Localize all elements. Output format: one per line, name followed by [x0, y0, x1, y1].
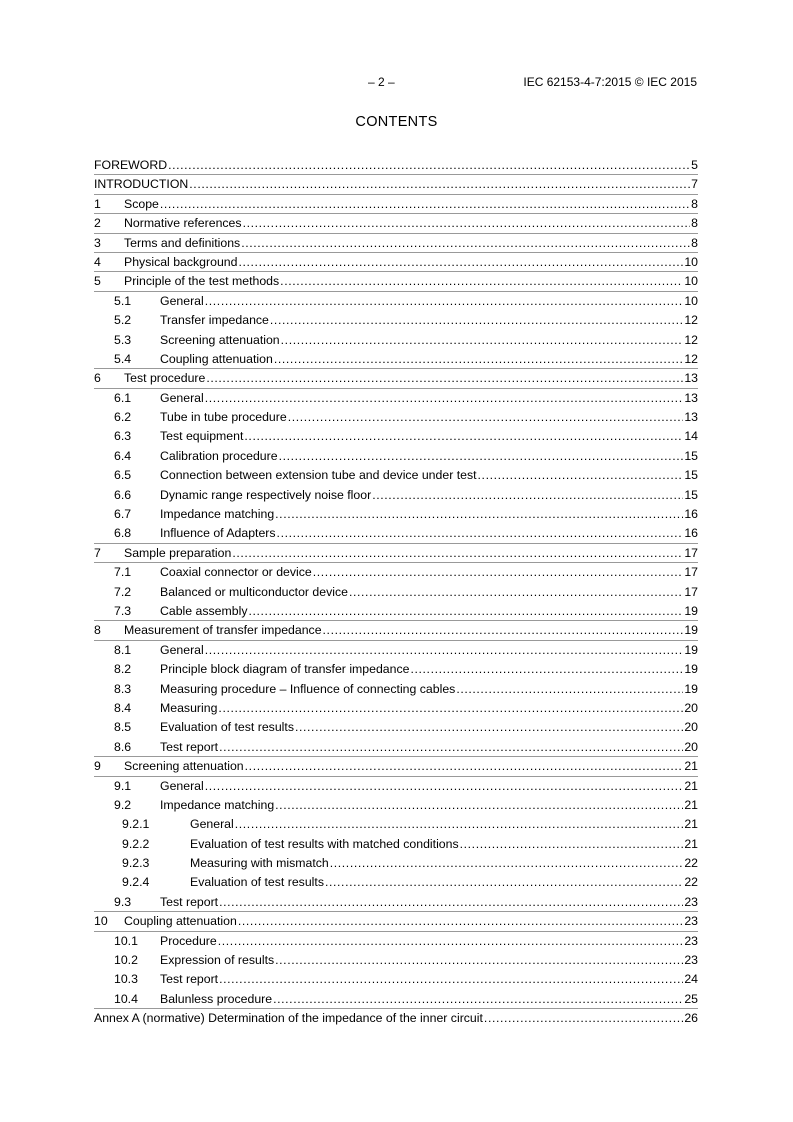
toc-entry-number: 10.2	[114, 953, 138, 968]
toc-entry-title: Terms and definitions	[124, 235, 241, 250]
toc-entry[interactable]	[94, 292, 698, 311]
dot-leader	[205, 389, 684, 408]
toc-entry-page: 17	[684, 565, 698, 580]
toc-entry[interactable]	[94, 331, 698, 350]
dot-leader	[273, 990, 683, 1009]
dot-leader	[275, 951, 683, 970]
toc-entry-title: Screening attenuation	[160, 332, 280, 347]
toc-entry-page: 8	[691, 196, 698, 211]
dot-leader	[288, 408, 684, 427]
toc-entry-title: Balunless procedure	[160, 991, 273, 1006]
toc-entry-number: 9.2	[114, 797, 132, 812]
toc-entry-number: 4	[94, 254, 101, 269]
toc-entry[interactable]	[94, 641, 698, 660]
toc-entry[interactable]	[94, 602, 698, 621]
toc-entry[interactable]	[94, 369, 698, 388]
dot-leader	[238, 253, 683, 272]
dot-leader	[484, 1009, 683, 1028]
toc-entry-title: Scope	[124, 196, 159, 211]
dot-leader	[313, 563, 684, 582]
dot-leader	[456, 680, 683, 699]
toc-entry-number: 7.3	[114, 603, 132, 618]
toc-entry-title: Measuring procedure – Influence of connecting cables	[160, 681, 456, 696]
toc-entry-title: Normative references	[124, 216, 242, 231]
toc-entry-title: Impedance matching	[160, 797, 275, 812]
toc-entry-number: 8.4	[114, 700, 132, 715]
toc-entry-page: 25	[684, 991, 698, 1006]
toc-entry-number: 2	[94, 216, 101, 231]
toc-entry[interactable]	[94, 680, 698, 699]
toc-entry-title: Annex A (normative) Determination of the impedance of the inner circuit	[94, 1011, 483, 1026]
dot-leader	[218, 699, 683, 718]
dot-leader	[275, 505, 683, 524]
toc-entry-page: 13	[684, 371, 698, 386]
dot-leader	[205, 641, 684, 660]
toc-entry-number: 9.2.3	[122, 856, 150, 871]
dot-leader	[205, 292, 684, 311]
toc-entry-number: 9	[94, 759, 101, 774]
toc-entry-page: 15	[684, 487, 698, 502]
toc-entry-page: 17	[684, 584, 698, 599]
toc-entry-title: Dynamic range respectively noise floor	[160, 487, 372, 502]
toc-entry-title: Balanced or multiconductor device	[160, 584, 348, 599]
toc-entry-page: 7	[691, 177, 698, 192]
toc-entry[interactable]	[94, 350, 698, 369]
toc-entry-page: 23	[684, 933, 698, 948]
toc-entry-number: 1	[94, 196, 101, 211]
toc-entry-page: 15	[684, 448, 698, 463]
toc-entry-page: 21	[684, 836, 698, 851]
toc-entry[interactable]	[94, 524, 698, 543]
dot-leader	[218, 932, 684, 951]
toc-entry-number: 8.2	[114, 662, 132, 677]
toc-entry[interactable]	[94, 466, 698, 485]
toc-entry-page: 19	[684, 662, 698, 677]
dot-leader	[235, 815, 684, 834]
toc-entry-title: Procedure	[160, 933, 217, 948]
toc-entry-page: 19	[684, 642, 698, 657]
toc-entry-title: Physical background	[124, 254, 238, 269]
toc-entry-title: Coupling attenuation	[160, 351, 273, 366]
dot-leader	[349, 583, 683, 602]
toc-entry[interactable]	[94, 563, 698, 582]
toc-entry-title: General	[160, 293, 204, 308]
toc-entry[interactable]	[94, 738, 698, 757]
dot-leader	[219, 893, 683, 912]
dot-leader	[219, 970, 683, 989]
toc-entry-page: 13	[684, 410, 698, 425]
page-number: – 2 –	[368, 75, 395, 89]
toc-entry-number: 9.1	[114, 778, 132, 793]
toc-entry-number: 9.2.1	[122, 817, 150, 832]
toc-entry-page: 19	[684, 603, 698, 618]
dot-leader	[478, 466, 684, 485]
toc-entry[interactable]	[94, 389, 698, 408]
toc-entry[interactable]	[94, 427, 698, 446]
toc-entry-title: Screening attenuation	[124, 759, 244, 774]
toc-entry[interactable]	[94, 214, 698, 233]
toc-entry-title: Connection between extension tube and device under test	[160, 468, 477, 483]
toc-entry-number: 6.4	[114, 448, 132, 463]
toc-entry-title: Influence of Adapters	[160, 526, 276, 541]
toc-entry-page: 15	[684, 468, 698, 483]
toc-entry-page: 20	[684, 700, 698, 715]
toc-entry-title: General	[160, 390, 204, 405]
toc-entry[interactable]	[94, 873, 698, 892]
toc-entry[interactable]	[94, 990, 698, 1009]
toc-entry[interactable]	[94, 796, 698, 815]
dot-leader	[205, 777, 684, 796]
toc-entry[interactable]	[94, 777, 698, 796]
dot-leader	[295, 718, 683, 737]
toc-entry-number: 7.1	[114, 565, 132, 580]
toc-entry-title: Calibration procedure	[160, 448, 278, 463]
dot-leader	[243, 214, 691, 233]
toc-entry-title: Evaluation of test results	[160, 720, 294, 735]
toc-entry-page: 23	[684, 914, 698, 929]
toc-entry[interactable]	[94, 951, 698, 970]
toc-entry-number: 6.2	[114, 410, 132, 425]
dot-leader	[238, 912, 684, 931]
toc-entry-page: 8	[691, 216, 698, 231]
toc-entry-title: General	[190, 817, 234, 832]
dot-leader	[281, 331, 684, 350]
toc-entry-number: 5	[94, 274, 101, 289]
toc-entry[interactable]	[94, 234, 698, 253]
toc-entry[interactable]	[94, 408, 698, 427]
toc-entry-page: 16	[684, 526, 698, 541]
toc-entry-page: 20	[684, 739, 698, 754]
toc-entry[interactable]	[94, 311, 698, 330]
toc-entry[interactable]	[94, 893, 698, 912]
toc-entry[interactable]	[94, 854, 698, 873]
dot-leader	[277, 524, 684, 543]
dot-leader	[168, 156, 690, 175]
dot-leader	[241, 234, 690, 253]
toc-entry[interactable]	[94, 447, 698, 466]
dot-leader	[325, 873, 683, 892]
toc-entry-title: Test report	[160, 972, 219, 987]
toc-entry-title: General	[160, 642, 204, 657]
toc-entry-number: 8.3	[114, 681, 132, 696]
dot-leader	[410, 660, 683, 679]
toc-entry-number: 6	[94, 371, 101, 386]
toc-entry-page: 23	[684, 894, 698, 909]
toc-entry-number: 9.3	[114, 894, 132, 909]
toc-entry-page: 5	[691, 158, 698, 172]
toc-entry-title: Test procedure	[124, 371, 206, 386]
toc-entry-title: FOREWORD	[94, 158, 168, 172]
toc-entry[interactable]	[94, 583, 698, 602]
toc-entry[interactable]	[94, 156, 698, 175]
toc-entry-title: INTRODUCTION	[94, 177, 189, 192]
page-header	[0, 75, 793, 93]
toc-entry-title: Test equipment	[160, 429, 244, 444]
toc-entry-title: Impedance matching	[160, 507, 275, 522]
dot-leader	[274, 350, 684, 369]
toc-entry-page: 21	[684, 759, 698, 774]
table-of-contents	[94, 156, 698, 1029]
toc-entry-title: Expression of results	[160, 953, 275, 968]
toc-entry-page: 13	[684, 390, 698, 405]
toc-entry-page: 22	[684, 875, 698, 890]
toc-entry-title: Evaluation of test results	[190, 875, 324, 890]
toc-entry[interactable]	[94, 970, 698, 989]
toc-entry-number: 8	[94, 623, 101, 638]
toc-entry-number: 7	[94, 545, 101, 560]
dot-leader	[323, 621, 684, 640]
toc-entry-number: 5.1	[114, 293, 132, 308]
dot-leader	[219, 738, 683, 757]
toc-entry-title: Measurement of transfer impedance	[124, 623, 322, 638]
toc-entry[interactable]	[94, 544, 698, 563]
toc-entry-number: 6.7	[114, 507, 132, 522]
dot-leader	[248, 602, 683, 621]
toc-entry-title: Transfer impedance	[160, 313, 269, 328]
toc-entry-number: 3	[94, 235, 101, 250]
toc-entry-number: 9.2.4	[122, 875, 150, 890]
toc-entry-page: 8	[691, 235, 698, 250]
toc-entry-page: 17	[684, 545, 698, 560]
dot-leader	[275, 796, 683, 815]
toc-entry-page: 10	[684, 293, 698, 308]
dot-leader	[232, 544, 683, 563]
toc-entry-title: Sample preparation	[124, 545, 232, 560]
toc-entry-number: 7.2	[114, 584, 132, 599]
toc-entry-page: 12	[684, 332, 698, 347]
toc-entry-page: 19	[684, 623, 698, 638]
toc-entry-title: Evaluation of test results with matched conditions	[190, 836, 459, 851]
dot-leader	[244, 427, 683, 446]
toc-entry-number: 8.6	[114, 739, 132, 754]
toc-entry-title: Principle block diagram of transfer impedance	[160, 662, 410, 677]
toc-entry-title: General	[160, 778, 204, 793]
toc-entry-title: Test report	[160, 894, 219, 909]
toc-entry[interactable]	[94, 912, 698, 931]
toc-entry-number: 10	[94, 914, 108, 929]
toc-entry-page: 12	[684, 351, 698, 366]
toc-entry-title: Cable assembly	[160, 603, 248, 618]
toc-entry-page: 14	[684, 429, 698, 444]
toc-entry[interactable]	[94, 699, 698, 718]
toc-entry-page: 20	[684, 720, 698, 735]
toc-entry[interactable]	[94, 815, 698, 834]
toc-entry-page: 23	[684, 953, 698, 968]
dot-leader	[330, 854, 684, 873]
toc-entry-number: 6.6	[114, 487, 132, 502]
toc-entry-number: 10.4	[114, 991, 138, 1006]
toc-entry-title: Coaxial connector or device	[160, 565, 312, 580]
toc-entry[interactable]	[94, 253, 698, 272]
toc-entry-title: Measuring with mismatch	[190, 856, 329, 871]
dot-leader	[280, 272, 683, 291]
dot-leader	[245, 757, 684, 776]
toc-entry[interactable]	[94, 195, 698, 214]
toc-entry-number: 6.8	[114, 526, 132, 541]
toc-entry-page: 19	[684, 681, 698, 696]
toc-entry-title: Principle of the test methods	[124, 274, 280, 289]
toc-entry-page: 16	[684, 507, 698, 522]
toc-entry-number: 10.1	[114, 933, 138, 948]
toc-entry-number: 10.3	[114, 972, 138, 987]
toc-entry[interactable]	[94, 621, 698, 640]
dot-leader	[372, 486, 683, 505]
toc-entry[interactable]	[94, 486, 698, 505]
toc-entry-page: 22	[684, 856, 698, 871]
toc-entry[interactable]	[94, 1009, 698, 1028]
toc-entry-number: 6.5	[114, 468, 132, 483]
toc-entry-number: 8.5	[114, 720, 132, 735]
toc-entry-number: 9.2.2	[122, 836, 150, 851]
toc-entry-page: 26	[684, 1011, 698, 1026]
toc-entry-number: 5.4	[114, 351, 132, 366]
dot-leader	[270, 311, 683, 330]
toc-entry[interactable]	[94, 835, 698, 854]
document-id: IEC 62153-4-7:2015 © IEC 2015	[523, 75, 697, 89]
dot-leader	[160, 195, 690, 214]
toc-entry-page: 10	[684, 254, 698, 269]
toc-entry-page: 21	[684, 797, 698, 812]
toc-entry[interactable]	[94, 272, 698, 291]
toc-entry[interactable]	[94, 932, 698, 951]
toc-entry[interactable]	[94, 175, 698, 194]
dot-leader	[206, 369, 683, 388]
toc-entry[interactable]	[94, 660, 698, 679]
toc-entry-title: Coupling attenuation	[124, 914, 237, 929]
toc-entry-page: 21	[684, 778, 698, 793]
toc-entry-page: 12	[684, 313, 698, 328]
toc-entry-number: 6.3	[114, 429, 132, 444]
toc-entry-title: Test report	[160, 739, 219, 754]
toc-entry-page: 10	[684, 274, 698, 289]
toc-entry-page: 24	[684, 972, 698, 987]
dot-leader	[279, 447, 684, 466]
toc-entry-number: 5.2	[114, 313, 132, 328]
toc-entry-page: 21	[684, 817, 698, 832]
toc-entry[interactable]	[94, 505, 698, 524]
toc-entry-title: Tube in tube procedure	[160, 410, 287, 425]
dot-leader	[460, 835, 684, 854]
toc-entry[interactable]	[94, 757, 698, 776]
page-title: CONTENTS	[355, 114, 438, 130]
toc-entry-number: 5.3	[114, 332, 132, 347]
toc-entry-number: 8.1	[114, 642, 132, 657]
toc-entry[interactable]	[94, 718, 698, 737]
toc-entry-number: 6.1	[114, 390, 132, 405]
toc-entry-title: Measuring	[160, 700, 218, 715]
dot-leader	[189, 175, 690, 194]
